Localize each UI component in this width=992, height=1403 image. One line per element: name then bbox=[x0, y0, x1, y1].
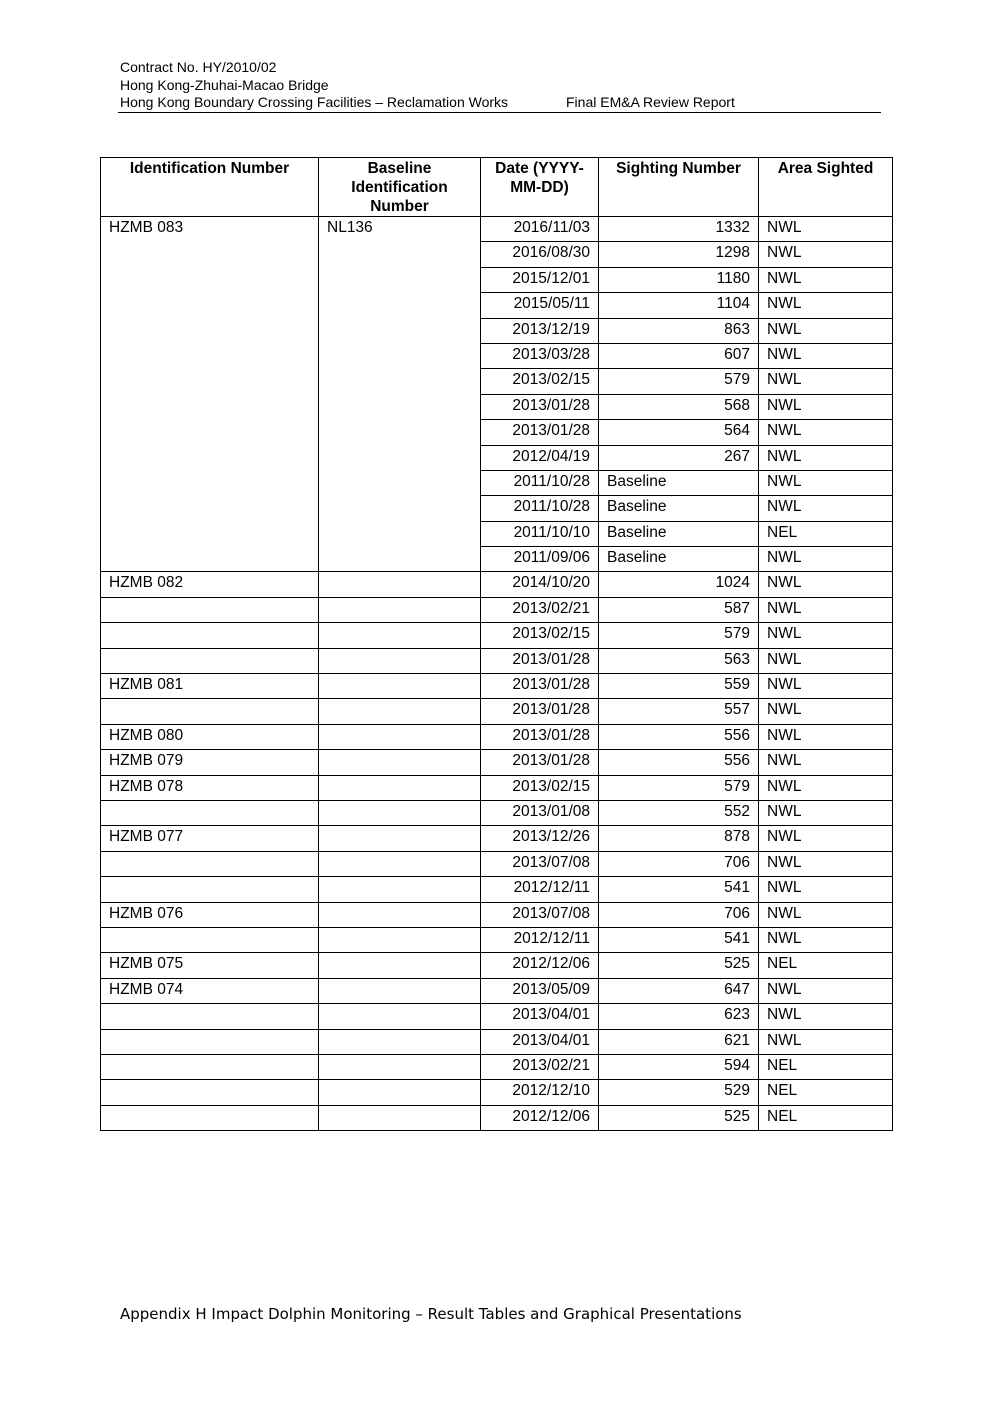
header-line3 bbox=[120, 94, 880, 112]
header-rule bbox=[118, 112, 881, 113]
sighting-number-cell: 621 bbox=[599, 1029, 759, 1054]
date-cell: 2012/12/11 bbox=[481, 927, 599, 952]
date-cell: 2012/12/06 bbox=[481, 953, 599, 978]
date-cell: 2013/04/01 bbox=[481, 1029, 599, 1054]
report-title: Final EM&A Review Report bbox=[566, 94, 735, 110]
area-sighted-cell: NWL bbox=[759, 470, 893, 495]
sighting-number-cell: 579 bbox=[599, 775, 759, 800]
sighting-number-cell: 529 bbox=[599, 1080, 759, 1105]
col-identification-number: Identification Number bbox=[101, 158, 319, 217]
date-cell: 2013/12/26 bbox=[481, 826, 599, 851]
sighting-number-cell: 706 bbox=[599, 851, 759, 876]
area-sighted-cell: NWL bbox=[759, 978, 893, 1003]
area-sighted-cell: NEL bbox=[759, 1054, 893, 1079]
date-cell: 2013/01/28 bbox=[481, 750, 599, 775]
sighting-number-cell: 1104 bbox=[599, 293, 759, 318]
table-row bbox=[101, 572, 893, 597]
col-baseline-identification-number: Baseline Identification Number bbox=[319, 158, 481, 217]
baseline-id-cell bbox=[319, 699, 481, 724]
sighting-number-cell: 706 bbox=[599, 902, 759, 927]
baseline-id-cell bbox=[319, 1080, 481, 1105]
identification-number-cell: HZMB 075 bbox=[101, 953, 319, 978]
identification-number-cell bbox=[101, 699, 319, 724]
area-sighted-cell: NWL bbox=[759, 597, 893, 622]
baseline-id-cell bbox=[319, 648, 481, 673]
area-sighted-cell: NWL bbox=[759, 1004, 893, 1029]
area-sighted-cell: NWL bbox=[759, 1029, 893, 1054]
baseline-id-cell bbox=[319, 623, 481, 648]
sighting-number-cell: 1332 bbox=[599, 217, 759, 242]
date-cell: 2013/12/19 bbox=[481, 318, 599, 343]
area-sighted-cell: NWL bbox=[759, 750, 893, 775]
identification-number-cell bbox=[101, 648, 319, 673]
area-sighted-cell: NWL bbox=[759, 648, 893, 673]
sighting-number-cell: Baseline bbox=[599, 470, 759, 495]
sighting-number-cell: Baseline bbox=[599, 521, 759, 546]
date-cell: 2012/12/11 bbox=[481, 877, 599, 902]
sighting-number-cell: 541 bbox=[599, 877, 759, 902]
table-header-row bbox=[101, 158, 893, 217]
sighting-number-cell: 559 bbox=[599, 674, 759, 699]
date-cell: 2011/10/28 bbox=[481, 470, 599, 495]
table-row bbox=[101, 1029, 893, 1054]
baseline-id-cell bbox=[319, 750, 481, 775]
baseline-id-cell bbox=[319, 1105, 481, 1130]
identification-number-cell: HZMB 083 bbox=[101, 217, 319, 572]
area-sighted-cell: NWL bbox=[759, 927, 893, 952]
date-cell: 2014/10/20 bbox=[481, 572, 599, 597]
baseline-id-cell bbox=[319, 1054, 481, 1079]
area-sighted-cell: NWL bbox=[759, 826, 893, 851]
sighting-number-cell: 563 bbox=[599, 648, 759, 673]
date-cell: 2013/01/08 bbox=[481, 800, 599, 825]
identification-number-cell: HZMB 080 bbox=[101, 724, 319, 749]
sighting-number-cell: 556 bbox=[599, 750, 759, 775]
sighting-number-cell: 267 bbox=[599, 445, 759, 470]
sighting-number-cell: 579 bbox=[599, 623, 759, 648]
baseline-id-cell bbox=[319, 674, 481, 699]
sighting-number-cell: 552 bbox=[599, 800, 759, 825]
date-cell: 2015/05/11 bbox=[481, 293, 599, 318]
baseline-id-cell bbox=[319, 1004, 481, 1029]
date-cell: 2011/09/06 bbox=[481, 547, 599, 572]
identification-number-cell bbox=[101, 927, 319, 952]
date-cell: 2012/12/10 bbox=[481, 1080, 599, 1105]
identification-number-cell bbox=[101, 1004, 319, 1029]
sighting-number-cell: 607 bbox=[599, 343, 759, 368]
sighting-number-cell: 594 bbox=[599, 1054, 759, 1079]
col-area-sighted: Area Sighted bbox=[759, 158, 893, 217]
date-cell: 2013/02/15 bbox=[481, 775, 599, 800]
sighting-number-cell: 579 bbox=[599, 369, 759, 394]
page-footer: Appendix H Impact Dolphin Monitoring – Result Tables and Graphical Presentations bbox=[120, 1305, 742, 1323]
table-row bbox=[101, 902, 893, 927]
baseline-id-cell bbox=[319, 851, 481, 876]
area-sighted-cell: NWL bbox=[759, 267, 893, 292]
date-cell: 2013/01/28 bbox=[481, 648, 599, 673]
sighting-number-cell: 878 bbox=[599, 826, 759, 851]
table-row bbox=[101, 978, 893, 1003]
date-cell: 2013/05/09 bbox=[481, 978, 599, 1003]
area-sighted-cell: NWL bbox=[759, 318, 893, 343]
table-row bbox=[101, 648, 893, 673]
page-header bbox=[120, 59, 880, 112]
identification-number-cell bbox=[101, 800, 319, 825]
identification-number-cell bbox=[101, 1105, 319, 1130]
sighting-number-cell: 525 bbox=[599, 953, 759, 978]
table-row bbox=[101, 699, 893, 724]
sighting-number-cell: 564 bbox=[599, 420, 759, 445]
area-sighted-cell: NEL bbox=[759, 1105, 893, 1130]
area-sighted-cell: NWL bbox=[759, 242, 893, 267]
baseline-id-cell bbox=[319, 927, 481, 952]
table-row bbox=[101, 750, 893, 775]
area-sighted-cell: NWL bbox=[759, 293, 893, 318]
sighting-table bbox=[100, 157, 893, 1131]
baseline-id-cell bbox=[319, 877, 481, 902]
date-cell: 2013/01/28 bbox=[481, 394, 599, 419]
table-row bbox=[101, 217, 893, 242]
date-cell: 2013/01/28 bbox=[481, 724, 599, 749]
table-row bbox=[101, 1080, 893, 1105]
area-sighted-cell: NWL bbox=[759, 775, 893, 800]
date-cell: 2013/02/15 bbox=[481, 623, 599, 648]
works-name: Hong Kong Boundary Crossing Facilities – Reclamation Works bbox=[120, 94, 509, 110]
contract-number: Contract No. HY/2010/02 bbox=[120, 59, 277, 75]
baseline-id-cell bbox=[319, 902, 481, 927]
date-cell: 2013/07/08 bbox=[481, 851, 599, 876]
date-cell: 2012/12/06 bbox=[481, 1105, 599, 1130]
date-cell: 2013/07/08 bbox=[481, 902, 599, 927]
baseline-id-cell bbox=[319, 1029, 481, 1054]
date-cell: 2013/01/28 bbox=[481, 420, 599, 445]
sighting-number-cell: 1024 bbox=[599, 572, 759, 597]
table-row bbox=[101, 724, 893, 749]
date-cell: 2016/08/30 bbox=[481, 242, 599, 267]
area-sighted-cell: NWL bbox=[759, 445, 893, 470]
area-sighted-cell: NWL bbox=[759, 343, 893, 368]
table-row bbox=[101, 851, 893, 876]
area-sighted-cell: NWL bbox=[759, 547, 893, 572]
identification-number-cell bbox=[101, 877, 319, 902]
area-sighted-cell: NWL bbox=[759, 572, 893, 597]
area-sighted-cell: NWL bbox=[759, 699, 893, 724]
table-row bbox=[101, 1105, 893, 1130]
baseline-id-cell: NL136 bbox=[319, 217, 481, 572]
baseline-id-cell bbox=[319, 800, 481, 825]
date-cell: 2011/10/10 bbox=[481, 521, 599, 546]
table-row bbox=[101, 674, 893, 699]
date-cell: 2012/04/19 bbox=[481, 445, 599, 470]
table-row bbox=[101, 623, 893, 648]
sighting-number-cell: 541 bbox=[599, 927, 759, 952]
identification-number-cell bbox=[101, 1080, 319, 1105]
area-sighted-cell: NWL bbox=[759, 800, 893, 825]
table-row bbox=[101, 1054, 893, 1079]
identification-number-cell bbox=[101, 597, 319, 622]
col-date: Date (YYYY-MM-DD) bbox=[481, 158, 599, 217]
identification-number-cell bbox=[101, 1054, 319, 1079]
area-sighted-cell: NWL bbox=[759, 369, 893, 394]
date-cell: 2013/01/28 bbox=[481, 674, 599, 699]
area-sighted-cell: NWL bbox=[759, 877, 893, 902]
identification-number-cell: HZMB 078 bbox=[101, 775, 319, 800]
table-row bbox=[101, 927, 893, 952]
area-sighted-cell: NWL bbox=[759, 724, 893, 749]
date-cell: 2013/02/15 bbox=[481, 369, 599, 394]
date-cell: 2013/04/01 bbox=[481, 1004, 599, 1029]
sighting-number-cell: 556 bbox=[599, 724, 759, 749]
baseline-id-cell bbox=[319, 775, 481, 800]
date-cell: 2013/02/21 bbox=[481, 1054, 599, 1079]
identification-number-cell: HZMB 082 bbox=[101, 572, 319, 597]
baseline-id-cell bbox=[319, 597, 481, 622]
table-row bbox=[101, 800, 893, 825]
date-cell: 2013/03/28 bbox=[481, 343, 599, 368]
date-cell: 2016/11/03 bbox=[481, 217, 599, 242]
date-cell: 2011/10/28 bbox=[481, 496, 599, 521]
area-sighted-cell: NWL bbox=[759, 674, 893, 699]
identification-number-cell: HZMB 077 bbox=[101, 826, 319, 851]
col-sighting-number: Sighting Number bbox=[599, 158, 759, 217]
table-row bbox=[101, 826, 893, 851]
identification-number-cell: HZMB 076 bbox=[101, 902, 319, 927]
area-sighted-cell: NEL bbox=[759, 953, 893, 978]
project-name: Hong Kong-Zhuhai-Macao Bridge bbox=[120, 76, 329, 93]
sighting-number-cell: 623 bbox=[599, 1004, 759, 1029]
area-sighted-cell: NEL bbox=[759, 1080, 893, 1105]
sighting-number-cell: 587 bbox=[599, 597, 759, 622]
identification-number-cell bbox=[101, 851, 319, 876]
identification-number-cell bbox=[101, 1029, 319, 1054]
identification-number-cell: HZMB 074 bbox=[101, 978, 319, 1003]
sighting-number-cell: 647 bbox=[599, 978, 759, 1003]
area-sighted-cell: NWL bbox=[759, 420, 893, 445]
table-row bbox=[101, 1004, 893, 1029]
sighting-number-cell: 1180 bbox=[599, 267, 759, 292]
identification-number-cell: HZMB 081 bbox=[101, 674, 319, 699]
sighting-number-cell: 863 bbox=[599, 318, 759, 343]
sighting-number-cell: 1298 bbox=[599, 242, 759, 267]
baseline-id-cell bbox=[319, 572, 481, 597]
date-cell: 2013/01/28 bbox=[481, 699, 599, 724]
table-row bbox=[101, 775, 893, 800]
baseline-id-cell bbox=[319, 724, 481, 749]
table-row bbox=[101, 953, 893, 978]
baseline-id-cell bbox=[319, 953, 481, 978]
sighting-number-cell: 568 bbox=[599, 394, 759, 419]
sighting-number-cell: 525 bbox=[599, 1105, 759, 1130]
sighting-number-cell: Baseline bbox=[599, 547, 759, 572]
baseline-id-cell bbox=[319, 826, 481, 851]
identification-number-cell bbox=[101, 623, 319, 648]
sighting-number-cell: Baseline bbox=[599, 496, 759, 521]
baseline-id-cell bbox=[319, 978, 481, 1003]
identification-number-cell: HZMB 079 bbox=[101, 750, 319, 775]
date-cell: 2013/02/21 bbox=[481, 597, 599, 622]
area-sighted-cell: NWL bbox=[759, 496, 893, 521]
area-sighted-cell: NWL bbox=[759, 394, 893, 419]
table-row bbox=[101, 597, 893, 622]
date-cell: 2015/12/01 bbox=[481, 267, 599, 292]
area-sighted-cell: NWL bbox=[759, 902, 893, 927]
table-row bbox=[101, 877, 893, 902]
area-sighted-cell: NWL bbox=[759, 217, 893, 242]
sighting-number-cell: 557 bbox=[599, 699, 759, 724]
area-sighted-cell: NWL bbox=[759, 623, 893, 648]
area-sighted-cell: NWL bbox=[759, 851, 893, 876]
area-sighted-cell: NEL bbox=[759, 521, 893, 546]
table-body bbox=[101, 217, 893, 1131]
